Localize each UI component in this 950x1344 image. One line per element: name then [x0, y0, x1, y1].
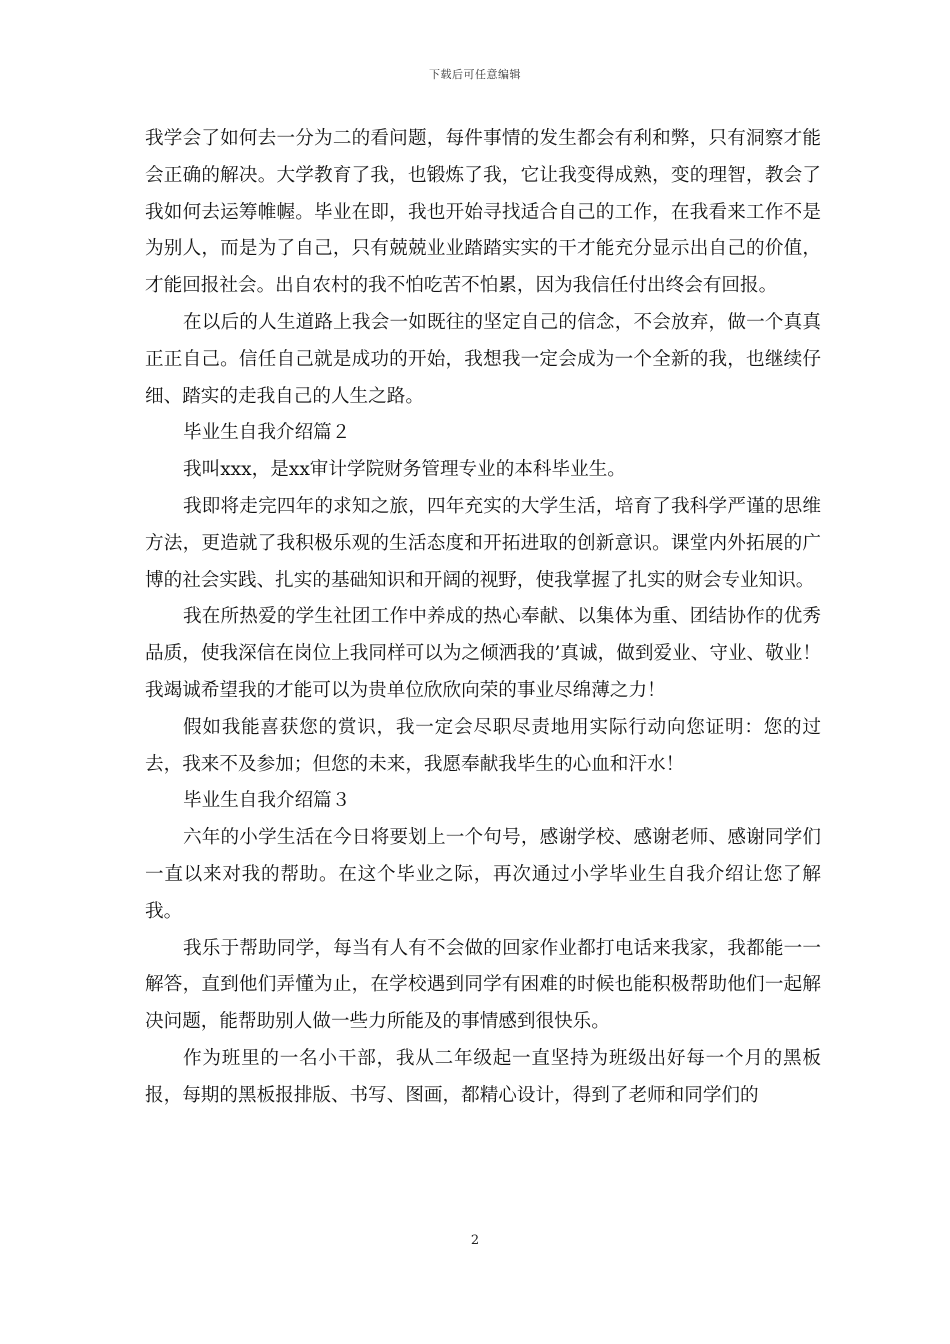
paragraph: 六年的小学生活在今日将要划上一个句号，感谢学校、感谢老师、感谢同学们一直以来对我的帮助。在这个毕业之际，再次通过小学毕业生自我介绍让您了解我。 [145, 827, 821, 922]
section-heading-2: 毕业生自我介绍篇２ [183, 422, 351, 444]
paragraph: 我叫xxx，是xx审计学院财务管理专业的本科毕业生。 [183, 459, 626, 481]
paragraph: 在以后的人生道路上我会一如既往的坚定自己的信念，不会放弃，做一个真真正正自己。信任自己就是成功的开始，我想我一定会成为一个全新的我，也继续仔细、踏实的走我自己的人生之路。 [145, 311, 821, 407]
document-body [145, 121, 821, 1115]
page-header-note: 下载后可任意编辑 [429, 68, 521, 81]
paragraph: 我即将走完四年的求知之旅，四年充实的大学生活，培育了我科学严谨的思维方法，更造就了我积极乐观的生活态度和开拓进取的创新意识。课堂内外拓展的广博的社会实践、扎实的基础知识和开阔的视野，使我掌握了扎实的财会专业知识。 [145, 495, 821, 591]
section-heading-3: 毕业生自我介绍篇３ [183, 790, 351, 812]
paragraph: 我在所热爱的学生社团工作中养成的热心奉献、以集体为重、团结协作的优秀品质，使我深信在岗位上我同样可以为之倾洒我的’真诚，做到爱业、守业、敬业！我竭诚希望我的才能可以为贵单位欣欣向荣的事业尽绵薄之力！ [145, 606, 821, 701]
paragraph: 作为班里的一名小干部，我从二年级起一直坚持为班级出好每一个月的黑板报，每期的黑板报排版、书写、图画，都精心设计，得到了老师和同学们的 [145, 1047, 821, 1106]
paragraph-continued: 我学会了如何去一分为二的看问题，每件事情的发生都会有利和弊，只有洞察才能会正确的解决。大学教育了我，也锻炼了我，它让我变得成熟，变的理智，教会了我如何去运筹帷幄。毕业在即，我也开始寻找适合自己的工作，在我看来工作不是为别人，而是为了自己，只有兢兢业业踏踏实实的干才能充分显示出自己的价值，才能回报社会。出自农村的我不怕吃苦不怕累，因为我信任付出终会有回报。 [145, 128, 821, 297]
paragraph: 我乐于帮助同学，每当有人有不会做的回家作业都打电话来我家，我都能一一解答，直到他们弄懂为止，在学校遇到同学有困难的时候也能积极帮助他们一起解决问题，能帮助别人做一些力所能及的事情感到很快乐。 [145, 937, 821, 1033]
page-number: 2 [470, 1233, 480, 1248]
paragraph: 假如我能喜获您的赏识，我一定会尽职尽责地用实际行动向您证明：您的过去，我来不及参加；但您的未来，我愿奉献我毕生的心血和汗水！ [145, 716, 821, 775]
